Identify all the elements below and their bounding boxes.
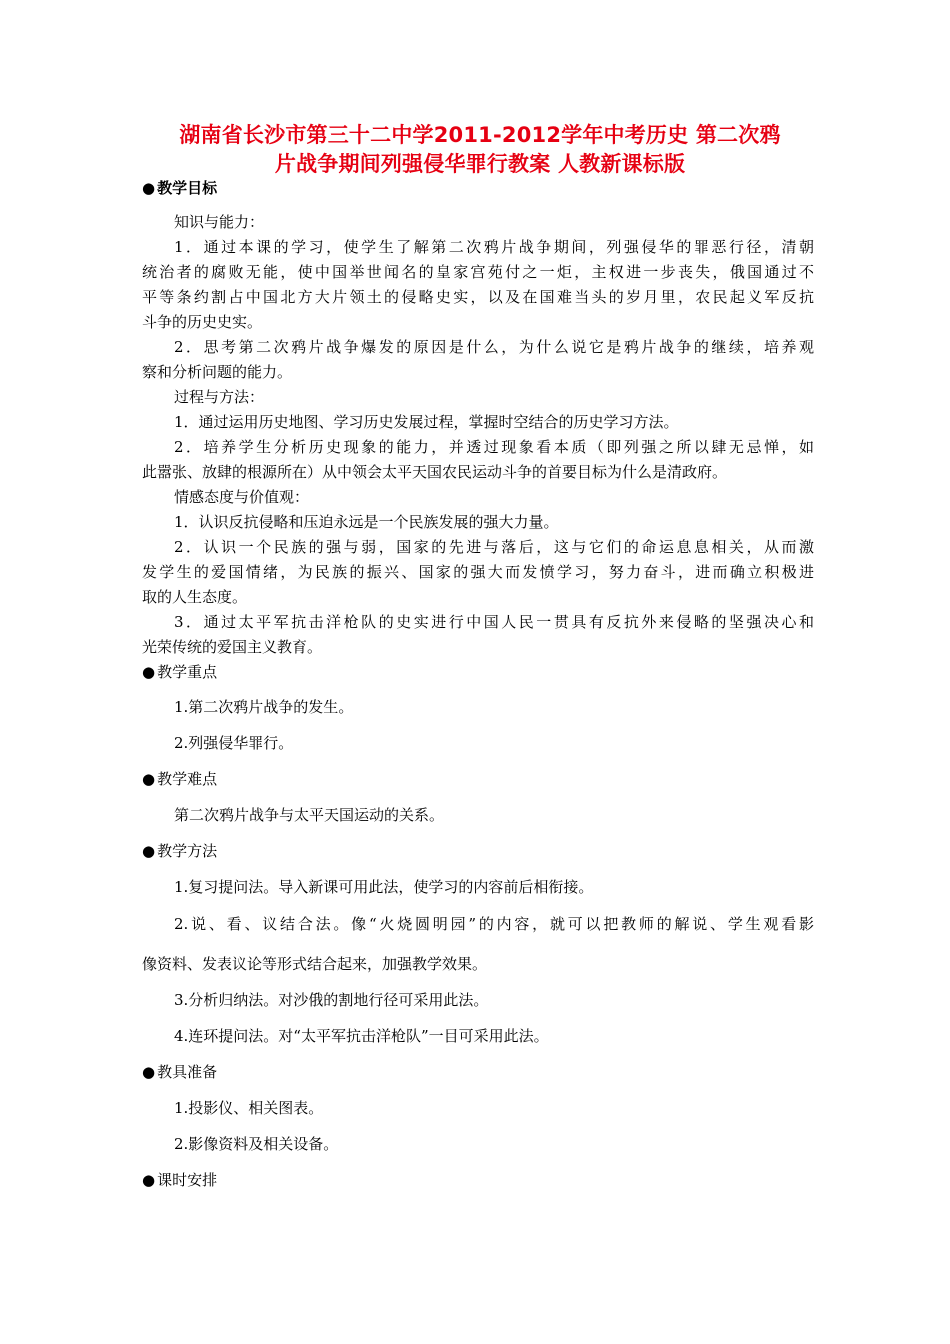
paragraph-line: 取的人生态度。 — [142, 588, 248, 606]
section-heading-schedule: ● 课时安排 — [142, 1171, 218, 1189]
paragraph-line: 1．通过本课的学习，使学生了解第二次鸦片战争期间，列强侵华的罪恶行径，清朝 — [174, 238, 814, 256]
bullet-icon: ● — [142, 770, 156, 788]
section-heading-tools: ● 教具准备 — [142, 1063, 218, 1081]
title-line-2: 片战争期间列强侵华罪行教案 人教新课标版 — [274, 152, 686, 176]
subheading-emotion: 情感态度与价值观： — [174, 488, 310, 506]
paragraph-line: 斗争的历史史实。 — [142, 313, 263, 331]
bullet-icon: ● — [142, 1063, 156, 1081]
title-line-1: 湖南省长沙市第三十二中学2011-2012学年中考历史 第二次鸦 — [179, 123, 781, 147]
paragraph-line: 2．培养学生分析历史现象的能力，并透过现象看本质（即列强之所以肆无忌惮，如 — [174, 438, 814, 456]
bullet-icon: ● — [142, 842, 156, 860]
paragraph-line: 2．认识一个民族的强与弱，国家的先进与落后，这与它们的命运息息相关，从而激 — [174, 538, 814, 556]
section-heading-goals: ● 教学目标 — [142, 179, 218, 197]
paragraph-line: 3．通过太平军抗击洋枪队的史实进行中国人民一贯具有反抗外来侵略的坚强决心和 — [174, 613, 814, 631]
paragraph-line: 平等条约割占中国北方大片领土的侵略史实，以及在国难当头的岁月里，农民起义军反抗 — [142, 288, 814, 306]
section-heading-difficult: ● 教学难点 — [142, 770, 218, 788]
list-item: 2.说、看、议结合法。像“火烧圆明园”的内容，就可以把教师的解说、学生观看影 — [174, 915, 814, 933]
paragraph-line: 像资料、发表议论等形式结合起来，加强教学效果。 — [142, 955, 488, 973]
bullet-icon: ● — [142, 663, 156, 681]
bullet-icon: ● — [142, 1171, 156, 1189]
list-item: 1.第二次鸦片战争的发生。 — [174, 698, 354, 716]
paragraph-line: 统治者的腐败无能，使中国举世闻名的皇家宫苑付之一炬，主权进一步丧失，俄国通过不 — [142, 263, 814, 281]
subheading-knowledge: 知识与能力： — [174, 213, 265, 231]
list-item: 2.影像资料及相关设备。 — [174, 1135, 339, 1153]
subheading-process: 过程与方法： — [174, 388, 265, 406]
list-item: 4.连环提问法。对“太平军抗击洋枪队”一目可采用此法。 — [174, 1027, 549, 1045]
paragraph-line: 光荣传统的爱国主义教育。 — [142, 638, 323, 656]
list-item: 3.分析归纳法。对沙俄的割地行径可采用此法。 — [174, 991, 489, 1009]
section-heading-methods: ● 教学方法 — [142, 842, 218, 860]
list-item: 1.投影仪、相关图表。 — [174, 1099, 324, 1117]
paragraph-line: 第二次鸦片战争与太平天国运动的关系。 — [174, 806, 445, 824]
paragraph-line: 察和分析问题的能力。 — [142, 363, 293, 381]
document-title — [140, 121, 820, 179]
list-item: 1.复习提问法。导入新课可用此法，使学习的内容前后相衔接。 — [174, 878, 594, 896]
paragraph-line: 发学生的爱国情绪，为民族的振兴、国家的强大而发愤学习，努力奋斗，进而确立积极进 — [142, 563, 814, 581]
list-item: 2.列强侵华罪行。 — [174, 734, 294, 752]
paragraph-line: 2．思考第二次鸦片战争爆发的原因是什么，为什么说它是鸦片战争的继续，培养观 — [174, 338, 814, 356]
bullet-icon: ● — [142, 179, 156, 197]
paragraph-line: 此嚣张、放肆的根源所在）从中领会太平天国农民运动斗争的首要目标为什么是清政府。 — [142, 463, 728, 481]
paragraph-line: 1．通过运用历史地图、学习历史发展过程，掌握时空结合的历史学习方法。 — [174, 413, 679, 431]
paragraph-line: 1．认识反抗侵略和压迫永远是一个民族发展的强大力量。 — [174, 513, 559, 531]
section-heading-key: ● 教学重点 — [142, 663, 218, 681]
